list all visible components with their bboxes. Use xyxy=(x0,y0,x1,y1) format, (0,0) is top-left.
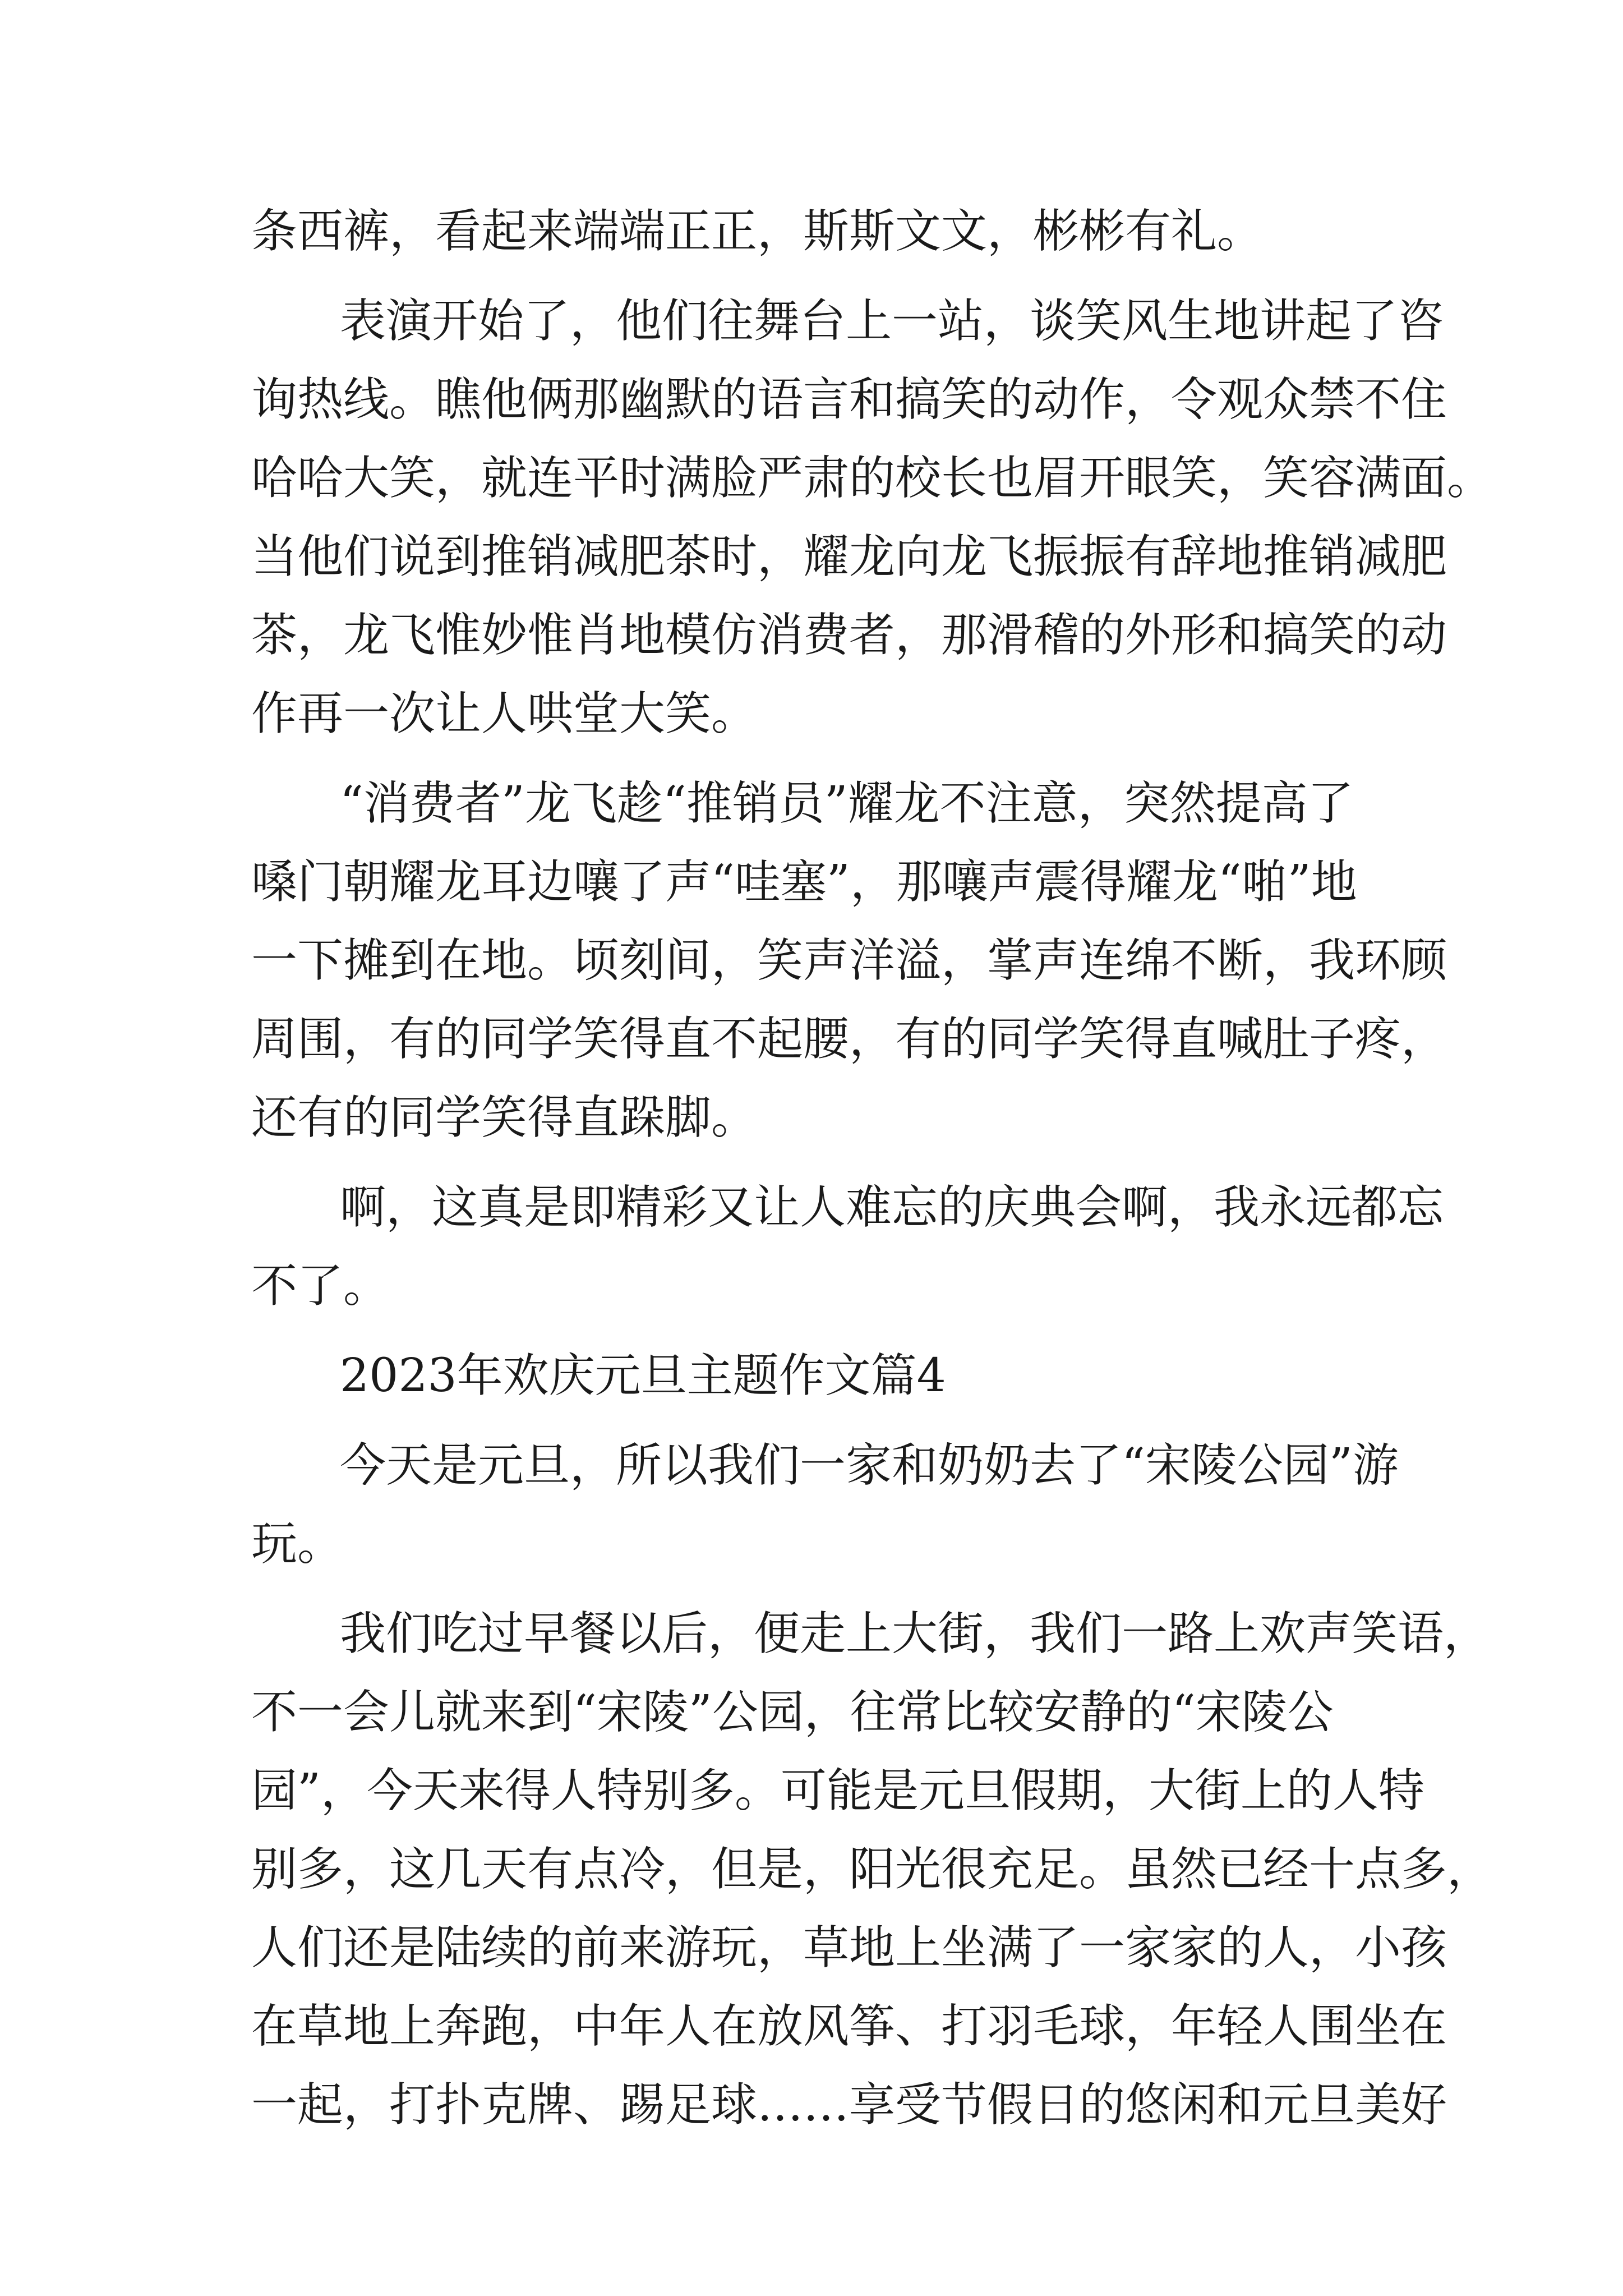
paragraph-first-line: 表演开始了，他们往舞台上一站，谈笑风生地讲起了咨 xyxy=(340,295,1444,348)
text-line: 嗓门朝耀龙耳边嚷了声“哇塞”，那嚷声震得耀龙“啪”地 xyxy=(251,855,1357,909)
text-line: 一下摊到在地。顷刻间，笑声洋溢，掌声连绵不断，我环顾 xyxy=(251,934,1447,987)
paragraph-first-line: 我们吃过早餐以后，便走上大街，我们一路上欢声笑语， xyxy=(340,1607,1490,1660)
paragraph-first-line: 啊，这真是即精彩又让人难忘的庆典会啊，我永远都忘 xyxy=(340,1181,1444,1234)
text-line: 询热线。瞧他俩那幽默的语言和搞笑的动作，令观众禁不住 xyxy=(251,373,1447,426)
text-line: 哈哈大笑，就连平时满脸严肃的校长也眉开眼笑，笑容满面。 xyxy=(251,452,1493,505)
text-line: 一起，打扑克牌、踢足球……享受节假日的悠闲和元旦美好 xyxy=(251,2078,1447,2132)
text-line: 在草地上奔跑，中年人在放风筝、打羽毛球，年轻人围坐在 xyxy=(251,2000,1447,2053)
text-line: 还有的同学笑得直跺脚。 xyxy=(251,1091,758,1144)
paragraph-first-line: “消费者”龙飞趁“推销员”耀龙不注意，突然提高了 xyxy=(340,777,1354,830)
text-line: 不一会儿就来到“宋陵”公园，往常比较安静的“宋陵公 xyxy=(251,1686,1334,1739)
text-line: 人们还是陆续的前来游玩，草地上坐满了一家家的人，小孩 xyxy=(251,1921,1447,1975)
text-line: 别多，这几天有点冷，但是，阳光很充足。虽然已经十点多， xyxy=(251,1843,1493,1896)
text-line: 周围，有的同学笑得直不起腰，有的同学笑得直喊肚子疼， xyxy=(251,1013,1447,1066)
text-line: 玩。 xyxy=(251,1517,344,1571)
text-line: 不了。 xyxy=(251,1259,390,1313)
section-heading: 2023年欢庆元旦主题作文篇4 xyxy=(340,1349,946,1402)
text-line: 园”，今天来得人特别多。可能是元旦假期，大街上的人特 xyxy=(251,1764,1424,1818)
text-line: 茶，龙飞惟妙惟肖地模仿消费者，那滑稽的外形和搞笑的动 xyxy=(251,609,1447,662)
text-line: 条西裤，看起来端端正正，斯斯文文，彬彬有礼。 xyxy=(251,205,1264,258)
text-line: 当他们说到推销减肥茶时，耀龙向龙飞振振有辞地推销减肥 xyxy=(251,530,1447,583)
paragraph-first-line: 今天是元旦，所以我们一家和奶奶去了“宋陵公园”游 xyxy=(340,1439,1399,1492)
text-line: 作再一次让人哄堂大笑。 xyxy=(251,687,758,740)
